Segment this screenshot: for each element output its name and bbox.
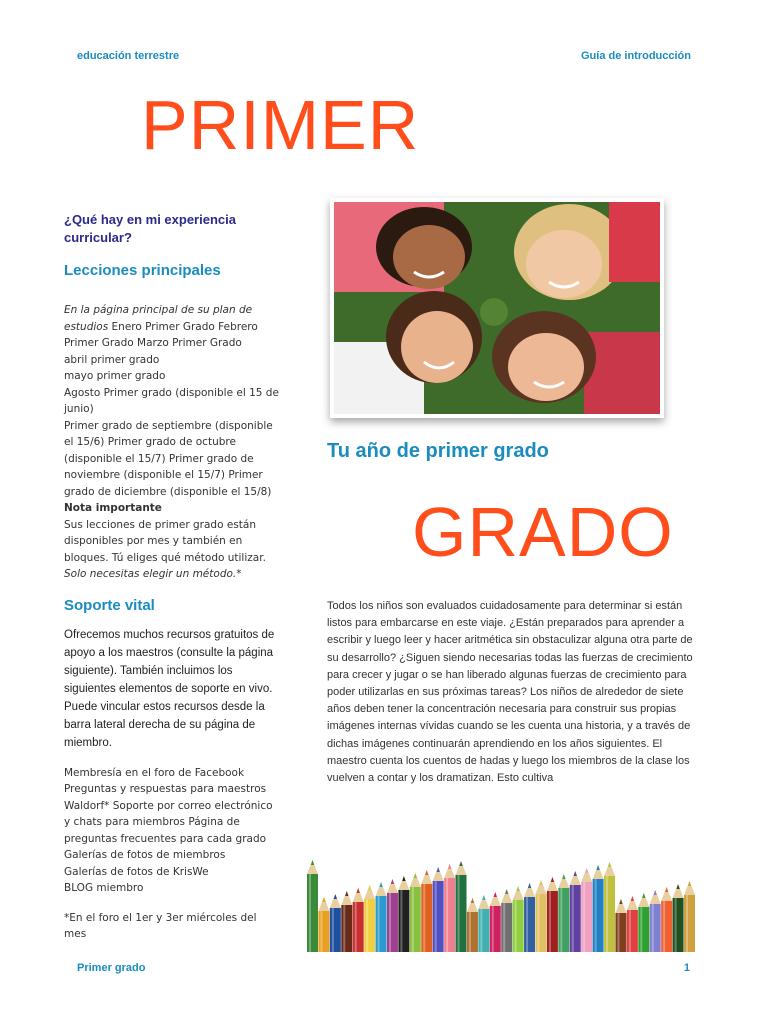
pencil (547, 877, 558, 952)
footer-left: Primer grado (77, 962, 146, 974)
pencil (604, 862, 615, 952)
pencil (398, 876, 409, 952)
lessons-line-5: Primer grado de septiembre (disponible el 15/6) Primer grado de octubre (disponible el 15/7) Primer grado de noviembre (disponible el 15/7) Primer grado de diciembre (disponible el 15/8) (64, 419, 273, 498)
pencil (353, 888, 364, 952)
pencil (307, 860, 318, 952)
pencil (501, 889, 512, 952)
lessons-line-3: mayo primer grado (64, 370, 166, 382)
note-title: Nota importante (64, 502, 162, 514)
pencil (341, 891, 352, 952)
pencil (535, 880, 546, 952)
colored-pencils-image (305, 850, 697, 952)
pencil (410, 873, 421, 952)
members-text (64, 765, 279, 897)
left-column (64, 211, 279, 943)
support-title: Soporte vital (64, 596, 155, 614)
footnote: *En el foro el 1er y 3er miércoles del mes (64, 911, 257, 940)
members-line-4: BLOG miembro (64, 882, 144, 894)
pencil (684, 881, 695, 952)
pencil (638, 893, 649, 952)
lessons-intro: En la página principal de su plan de estudios (64, 304, 253, 333)
members-line-1: Membresía en el foro de Facebook Preguntas y respuestas para maestros Waldorf* Soporte por correo electrónico y chats para miembros Página de preguntas frecuentes para cada grado (64, 766, 273, 845)
pencil (478, 895, 489, 952)
members-line-2: Galerías de fotos de miembros (64, 849, 226, 861)
children-photo (330, 198, 664, 418)
pencil (490, 892, 501, 952)
pencil (593, 865, 604, 952)
note-italic: Solo necesitas elegir un método.* (64, 568, 242, 580)
pencil (467, 898, 478, 952)
pencil (581, 868, 592, 952)
pencil (513, 886, 524, 952)
curriculum-question: ¿Qué hay en mi experiencia curricular? (64, 212, 236, 245)
pencil (661, 887, 672, 952)
pencil (524, 883, 535, 952)
pencil (650, 890, 661, 952)
lessons-list: Enero Primer Grado Febrero Primer Grado Marzo Primer Grado (64, 320, 258, 349)
children-photo-image (334, 202, 660, 414)
header-right: Guía de introducción (580, 50, 691, 62)
title-primer: PRIMER (141, 86, 420, 164)
pencil (456, 861, 467, 952)
pencil (673, 884, 684, 952)
lessons-text (64, 302, 279, 583)
pencil (387, 879, 398, 952)
page-number: 1 (683, 962, 690, 974)
members-line-3: Galerías de fotos de KrisWe (64, 865, 209, 878)
pencil (364, 885, 375, 952)
pencil (627, 896, 638, 952)
pencil (570, 871, 581, 952)
pencil (444, 864, 455, 952)
body-text: Todos los niños son evaluados cuidadosamente para determinar si están listos para embarcarse en este viaje. ¿Están preparados para aprender a escribir y luego leer y hacer aritmética sin obstaculizar alguna otra parte de su desarrollo? ¿Siguen siendo necesarias todas las fuerzas de crecimiento para crecer y jugar o se han liberado algunas fuerzas de crecimiento para poder utilizarlas en sus próximas tareas? Los niños de alrededor de siete años deben tener la concentración necesaria para construir sus propias imágenes internas vívidas cuando se les cuenta una historia, y a través de dichas imágenes continuarán aprendiendo en los años siguientes. El maestro cuenta los cuentos de hadas y luego los miembros de la clase los vuelven a contar y los dramatizan. Esto cultiva (327, 600, 693, 785)
lessons-line-4: Agosto Primer grado (disponible el 15 de junio) (64, 386, 279, 415)
section-title: Tu año de primer grado (327, 440, 549, 462)
pencil (615, 899, 626, 952)
note-text: Sus lecciones de primer grado están disponibles por mes y también en bloques. Tú eliges qué método utilizar. (64, 518, 266, 564)
header-left: educación terrestre (77, 50, 180, 62)
support-text: Ofrecemos muchos recursos gratuitos de apoyo a los maestros (consulte la página siguiente). También incluimos los siguientes elementos de soporte en vivo. Puede vincular estos recursos desde la barra lateral derecha de su página de miembro. (64, 628, 275, 749)
pencil (376, 882, 387, 952)
lessons-line-2: abril primer grado (64, 353, 160, 366)
title-grado: GRADO (412, 493, 674, 571)
pencil (433, 867, 444, 952)
pencil (318, 897, 329, 952)
pencil (330, 894, 341, 952)
lessons-title: Lecciones principales (64, 262, 221, 279)
pencil (558, 874, 569, 952)
pencil (421, 870, 432, 952)
